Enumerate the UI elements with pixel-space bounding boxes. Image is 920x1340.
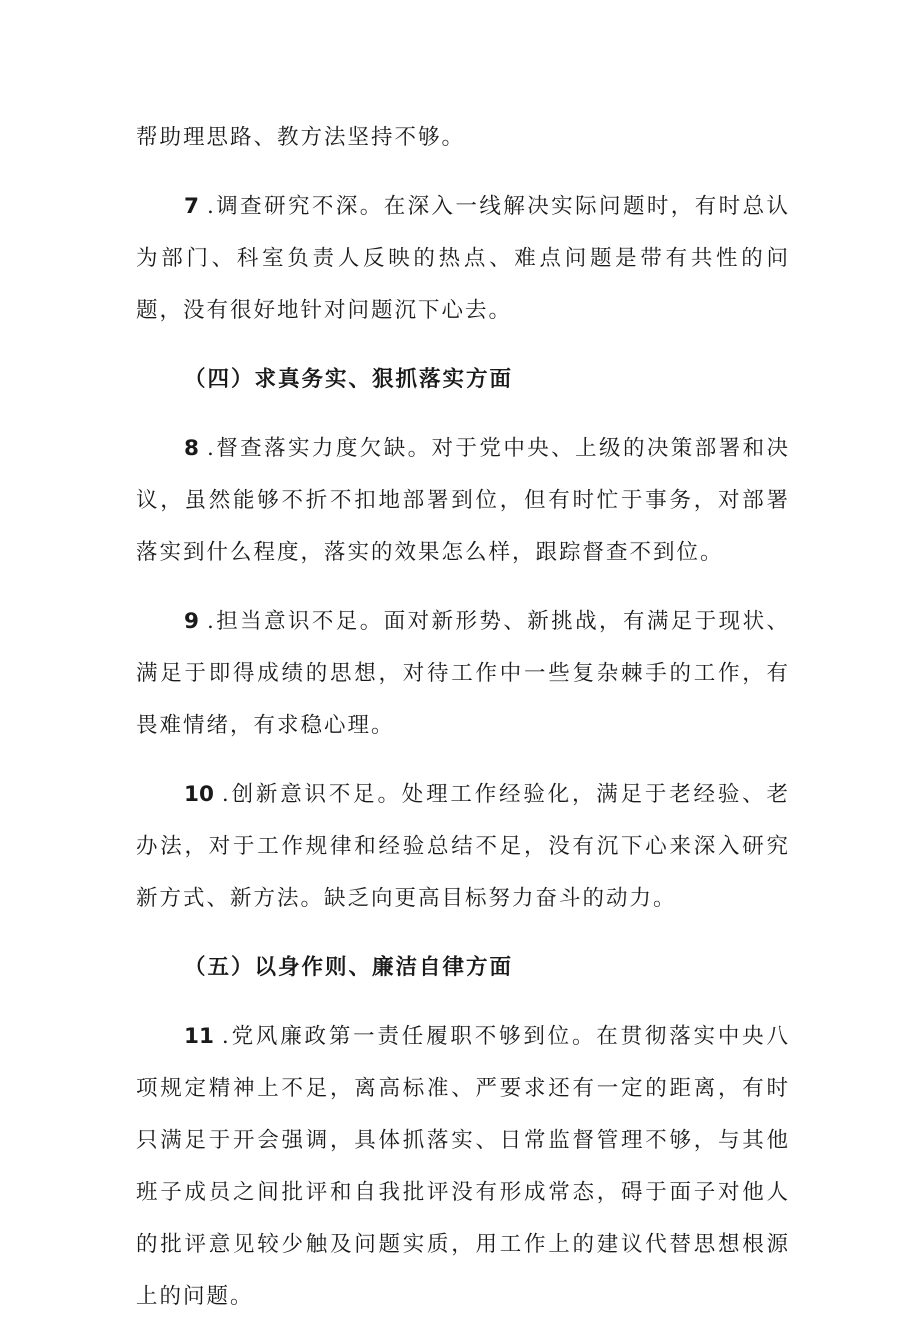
item-number: 11 <box>184 1024 214 1049</box>
paragraph-item-8 <box>136 423 790 579</box>
paragraph-text: 帮助理思路、教方法坚持不够。 <box>136 125 466 150</box>
item-number: 8 <box>184 436 199 461</box>
paragraph-text: .担当意识不足。面对新形势、新挑战，有满足于现状、满足于即得成绩的思想，对待工作中一些复杂棘手的工作，有畏难情绪，有求稳心理。 <box>136 609 790 738</box>
section-heading-4: （四）求真务实、狠抓落实方面 <box>184 367 514 392</box>
paragraph-text: .调查研究不深。在深入一线解决实际问题时，有时总认为部门、科室负责人反映的热点、难点问题是带有共性的问题，没有很好地针对问题沉下心去。 <box>136 194 790 323</box>
paragraph-item-9 <box>136 596 790 752</box>
paragraph-item-10 <box>136 769 790 925</box>
item-number: 9 <box>184 609 199 634</box>
item-number: 10 <box>184 782 214 807</box>
paragraph-item-11 <box>136 1011 790 1323</box>
paragraph-continuation <box>136 112 790 164</box>
paragraph-item-7 <box>136 181 790 337</box>
section-heading-5: （五）以身作则、廉洁自律方面 <box>184 955 514 980</box>
paragraph-text: .创新意识不足。处理工作经验化，满足于老经验、老办法，对于工作规律和经验总结不足，没有沉下心来深入研究新方式、新方法。缺乏向更高目标努力奋斗的动力。 <box>136 782 790 911</box>
document-body <box>136 112 790 1340</box>
paragraph-text: .督查落实力度欠缺。对于党中央、上级的决策部署和决议，虽然能够不折不扣地部署到位，但有时忙于事务，对部署落实到什么程度，落实的效果怎么样，跟踪督查不到位。 <box>136 436 790 565</box>
item-number: 7 <box>184 194 199 219</box>
paragraph-text: .党风廉政第一责任履职不够到位。在贯彻落实中央八项规定精神上不足，离高标准、严要求还有一定的距离，有时只满足于开会强调，具体抓落实、日常监督管理不够，与其他班子成员之间批评和自我批评没有形成常态，碍于面子对他人的批评意见较少触及问题实质，用工作上的建议代替思想根源上的问题。 <box>136 1024 790 1309</box>
